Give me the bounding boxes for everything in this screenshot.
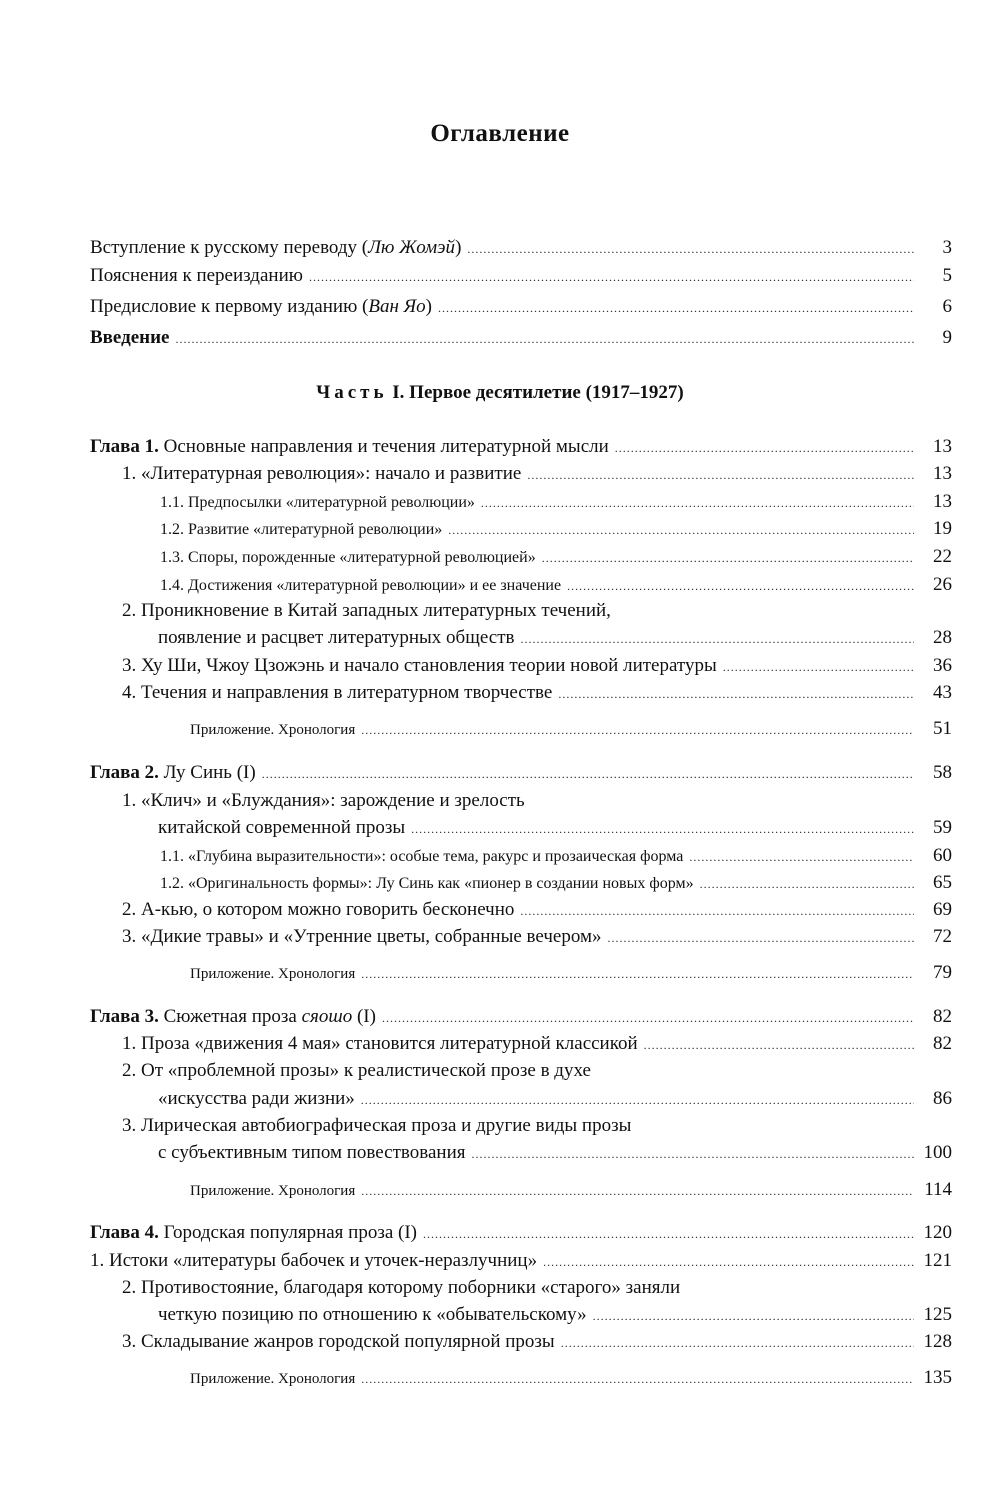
toc-section-line1[interactable]: [122, 790, 952, 812]
toc-entry-text: появление и расцвет литературных обществ: [158, 627, 515, 648]
page-number: 125: [923, 1304, 952, 1325]
toc-section[interactable]: [122, 926, 952, 948]
leader-dots: [382, 1011, 914, 1026]
toc-section-line1[interactable]: [122, 1115, 952, 1137]
page-title: Оглавление: [430, 120, 570, 147]
toc-entry-text: 4. Течения и направления в литературном творчестве: [122, 682, 553, 703]
toc-section[interactable]: [122, 463, 952, 485]
toc-entry-text: 1.2. «Оригинальность формы»: Лу Синь как «пионер в создании новых форм»: [160, 875, 694, 892]
page-number: 100: [923, 1142, 952, 1163]
leader-dots: [689, 850, 914, 865]
toc-entry-text: Глава 1. Основные направления и течения литературной мысли: [90, 436, 609, 457]
leader-dots: [558, 687, 914, 702]
page-number: 6: [942, 296, 952, 317]
leader-dots: [361, 1372, 914, 1387]
page-number: 58: [933, 762, 952, 783]
page-number: 86: [933, 1088, 952, 1109]
leader-dots: [608, 931, 914, 946]
toc-entry-notes[interactable]: [90, 265, 952, 287]
toc-entry-text: 1.3. Споры, порожденные «литературной революцией»: [160, 549, 536, 566]
toc-entry-preface[interactable]: [90, 296, 952, 318]
leader-dots: [361, 1184, 914, 1199]
toc-subsection[interactable]: [160, 845, 952, 867]
toc-section-line2[interactable]: [158, 627, 952, 649]
toc-entry-text: Введение: [90, 327, 170, 348]
leader-dots: [481, 496, 914, 511]
toc-entry-text: 2. А-кью, о котором можно говорить бесконечно: [122, 899, 515, 920]
page-number: 28: [933, 627, 952, 648]
toc-section[interactable]: [122, 1033, 952, 1055]
toc-entry-text: Глава 4. Городская популярная проза (I): [90, 1222, 418, 1243]
leader-dots: [593, 1309, 914, 1324]
toc-entry-text: 1.4. Достижения «литературной революции» и ее значение: [160, 577, 562, 594]
leader-dots: [361, 1093, 914, 1108]
page-number: 114: [924, 1179, 952, 1200]
toc-entry-text: Приложение. Хронология: [190, 966, 356, 982]
toc-entry-text: 3. Лирическая автобиографическая проза и другие виды прозы: [122, 1115, 632, 1136]
toc-appendix[interactable]: [190, 1367, 952, 1389]
page-number: 121: [923, 1250, 952, 1271]
toc-entry-text: 2. Проникновение в Китай западных литературных течений,: [122, 600, 611, 621]
leader-dots: [472, 1147, 915, 1162]
leader-dots: [438, 301, 914, 316]
page-number: 26: [933, 574, 952, 595]
toc-appendix[interactable]: [190, 718, 952, 740]
toc-entry-text: 2. От «проблемной прозы» к реалистической прозе в духе: [122, 1060, 591, 1081]
toc-entry-text: Глава 2. Лу Синь (I): [90, 762, 256, 783]
toc-chapter-2[interactable]: [90, 762, 952, 784]
toc-entry-text: четкую позицию по отношению к «обывательскому»: [158, 1304, 587, 1325]
leader-dots: [411, 822, 914, 837]
toc-section-line1[interactable]: [122, 1277, 952, 1299]
toc-entry-text: 1. Проза «движения 4 мая» становится литературной классикой: [122, 1033, 638, 1054]
toc-section-line1[interactable]: [122, 600, 952, 622]
toc-entry-text: 1. «Литературная революция»: начало и развитие: [122, 463, 522, 484]
page-number: 51: [933, 718, 952, 739]
toc-subsection[interactable]: [160, 491, 952, 513]
page-number: 82: [933, 1033, 952, 1054]
leader-dots: [176, 332, 915, 347]
toc-entry-text: Предисловие к первому изданию (Ван Яо): [90, 296, 432, 317]
toc-entry-text: 1. Истоки «литературы бабочек и уточек-неразлучниц»: [90, 1250, 538, 1271]
page-number: 5: [942, 265, 952, 286]
toc-entry-text: Глава 3. Сюжетная проза сяошо (I): [90, 1006, 376, 1027]
page-number: 60: [933, 845, 952, 866]
toc-chapter-3[interactable]: [90, 1006, 952, 1028]
leader-dots: [423, 1227, 914, 1242]
leader-dots: [520, 632, 914, 647]
leader-dots: [527, 468, 914, 483]
leader-dots: [520, 904, 914, 919]
page-number: 13: [933, 491, 952, 512]
leader-dots: [543, 1255, 914, 1270]
part-heading: Часть I. Первое десятилетие (1917–1927): [316, 382, 684, 403]
toc-entry-text: Приложение. Хронология: [190, 1183, 356, 1199]
toc-section[interactable]: [122, 899, 952, 921]
toc-entry-text: Пояснения к переизданию: [90, 265, 303, 286]
toc-section-line2[interactable]: [158, 817, 952, 839]
toc-entry-text: 3. Складывание жанров городской популярной прозы: [122, 1331, 555, 1352]
toc-section-line2[interactable]: [158, 1304, 952, 1326]
page-number: 82: [933, 1006, 952, 1027]
page-number: 72: [933, 926, 952, 947]
page-number: 3: [942, 237, 952, 258]
toc-entry-text: 1.1. Предпосылки «литературной революции»: [160, 494, 475, 511]
leader-dots: [561, 1336, 914, 1351]
page-number: 59: [933, 817, 952, 838]
toc-entry-foreword[interactable]: [90, 237, 952, 259]
leader-dots: [615, 441, 914, 456]
leader-dots: [723, 660, 914, 675]
page-number: 65: [933, 872, 952, 893]
toc-entry-text: 1.2. Развитие «литературной революции»: [160, 521, 443, 538]
toc-appendix[interactable]: [190, 1179, 952, 1201]
toc-chapter-1[interactable]: [90, 436, 952, 458]
toc-entry-text: 3. «Дикие травы» и «Утренние цветы, собранные вечером»: [122, 926, 602, 947]
leader-dots: [567, 579, 914, 594]
toc-entry-text: Приложение. Хронология: [190, 1371, 356, 1387]
toc-entry-text: Приложение. Хронология: [190, 722, 356, 738]
toc-section[interactable]: [122, 1331, 952, 1353]
leader-dots: [361, 723, 914, 738]
toc-subsection[interactable]: [160, 546, 952, 568]
toc-appendix[interactable]: [190, 962, 952, 984]
toc-subsection[interactable]: [160, 518, 952, 540]
toc-section[interactable]: [122, 655, 952, 677]
page-number: 19: [933, 518, 952, 539]
page-number: 79: [933, 962, 952, 983]
toc-entry-text: 2. Противостояние, благодаря которому поборники «старого» заняли: [122, 1277, 681, 1298]
toc-section[interactable]: [122, 682, 952, 704]
page-number: 13: [933, 463, 952, 484]
page-number: 120: [923, 1222, 952, 1243]
page-number: 13: [933, 436, 952, 457]
leader-dots: [542, 551, 914, 566]
leader-dots: [262, 767, 914, 782]
leader-dots: [644, 1038, 914, 1053]
leader-dots: [361, 967, 914, 982]
toc-section-line2[interactable]: [158, 1142, 952, 1164]
leader-dots: [467, 242, 914, 257]
toc-subsection[interactable]: [160, 574, 952, 596]
toc-entry-text: 1.1. «Глубина выразительности»: особые тема, ракурс и прозаическая форма: [160, 848, 684, 865]
leader-dots: [700, 877, 914, 892]
toc-entry-text: китайской современной прозы: [158, 817, 406, 838]
toc-entry-text: «искусства ради жизни»: [158, 1088, 355, 1109]
page-number: 128: [923, 1331, 952, 1352]
toc-entry-text: 1. «Клич» и «Блуждания»: зарождение и зрелость: [122, 790, 525, 811]
leader-dots: [309, 270, 914, 285]
toc-entry-text: Вступление к русскому переводу (Лю Жомэй): [90, 237, 462, 258]
toc-section-line2[interactable]: [158, 1088, 952, 1110]
toc-entry-text: с субъективным типом повествования: [158, 1142, 466, 1163]
toc-chapter-4[interactable]: [90, 1222, 952, 1244]
toc-section-line1[interactable]: [122, 1060, 952, 1082]
page-number: 36: [933, 655, 952, 676]
page-number: 43: [933, 682, 952, 703]
toc-entry-introduction[interactable]: [90, 327, 952, 349]
page-number: 22: [933, 546, 952, 567]
page-number: 69: [933, 899, 952, 920]
toc-entry-text: 3. Ху Ши, Чжоу Цзожэнь и начало становления теории новой литературы: [122, 655, 717, 676]
page-number: 9: [942, 327, 952, 348]
leader-dots: [448, 523, 914, 538]
page-number: 135: [923, 1367, 952, 1388]
toc-subsection[interactable]: [160, 872, 952, 894]
toc-section[interactable]: [90, 1250, 952, 1272]
